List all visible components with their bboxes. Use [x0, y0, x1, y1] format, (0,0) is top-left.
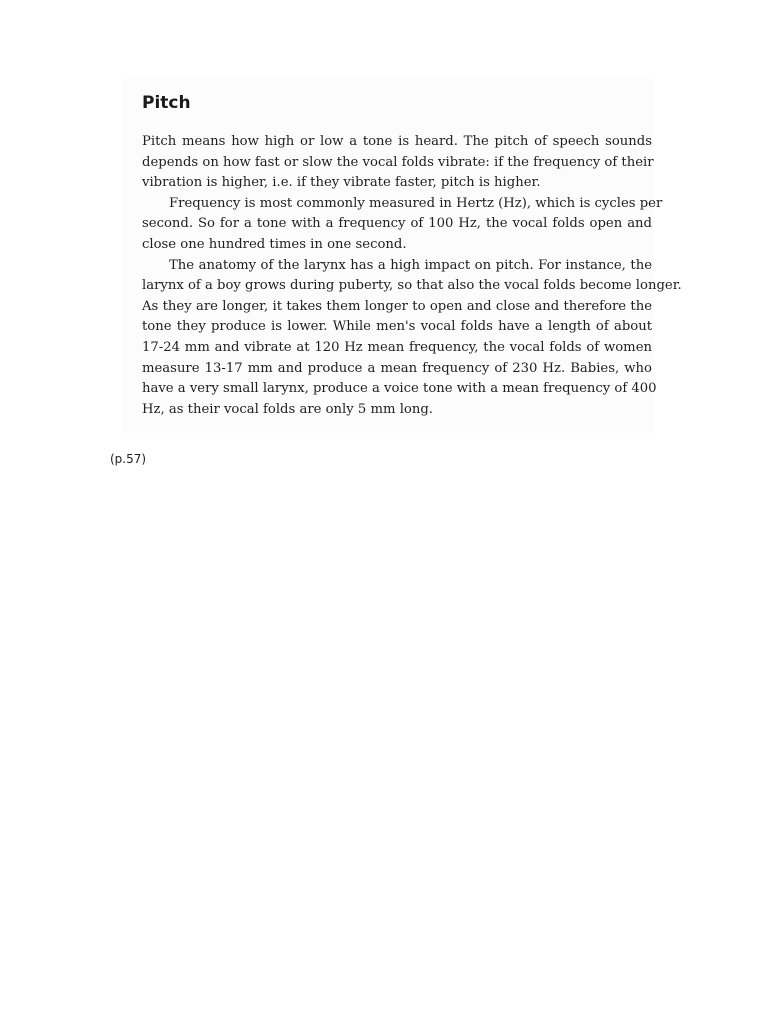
- paragraph-3: [142, 256, 682, 421]
- text-line: vibration is higher, i.e. if they vibrate faster, pitch is higher.: [142, 175, 541, 191]
- text-line: The anatomy of the larynx has a high impact on pitch. For instance, the: [169, 257, 652, 273]
- text-line: Pitch means how high or low a tone is heard. The pitch of speech sounds: [142, 134, 652, 149]
- text-line: larynx of a boy grows during puberty, so that also the vocal folds become longer.: [142, 278, 682, 294]
- text-line: As they are longer, it takes them longer to open and close and therefore the: [142, 298, 652, 314]
- text-line: Hz, as their vocal folds are only 5 mm long.: [142, 401, 433, 417]
- section-heading: Pitch: [142, 93, 191, 113]
- paragraph-1: [142, 132, 652, 194]
- text-line: Frequency is most commonly measured in Hertz (Hz), which is cycles per: [169, 195, 663, 211]
- page-reference: (p.57): [110, 452, 147, 466]
- text-line: close one hundred times in one second.: [142, 236, 407, 252]
- text-line: tone they produce is lower. While men's vocal folds have a length of about: [142, 319, 652, 335]
- body-text: [142, 132, 682, 420]
- text-line: depends on how fast or slow the vocal folds vibrate: if the frequency of their: [142, 154, 654, 170]
- text-line: have a very small larynx, produce a voice tone with a mean frequency of 400: [142, 381, 657, 397]
- text-line: 17-24 mm and vibrate at 120 Hz mean frequency, the vocal folds of women: [142, 339, 652, 355]
- text-line: measure 13-17 mm and produce a mean frequency of 230 Hz. Babies, who: [142, 360, 652, 376]
- text-line: second. So for a tone with a frequency of 100 Hz, the vocal folds open and: [142, 216, 652, 232]
- paragraph-2: [142, 194, 663, 256]
